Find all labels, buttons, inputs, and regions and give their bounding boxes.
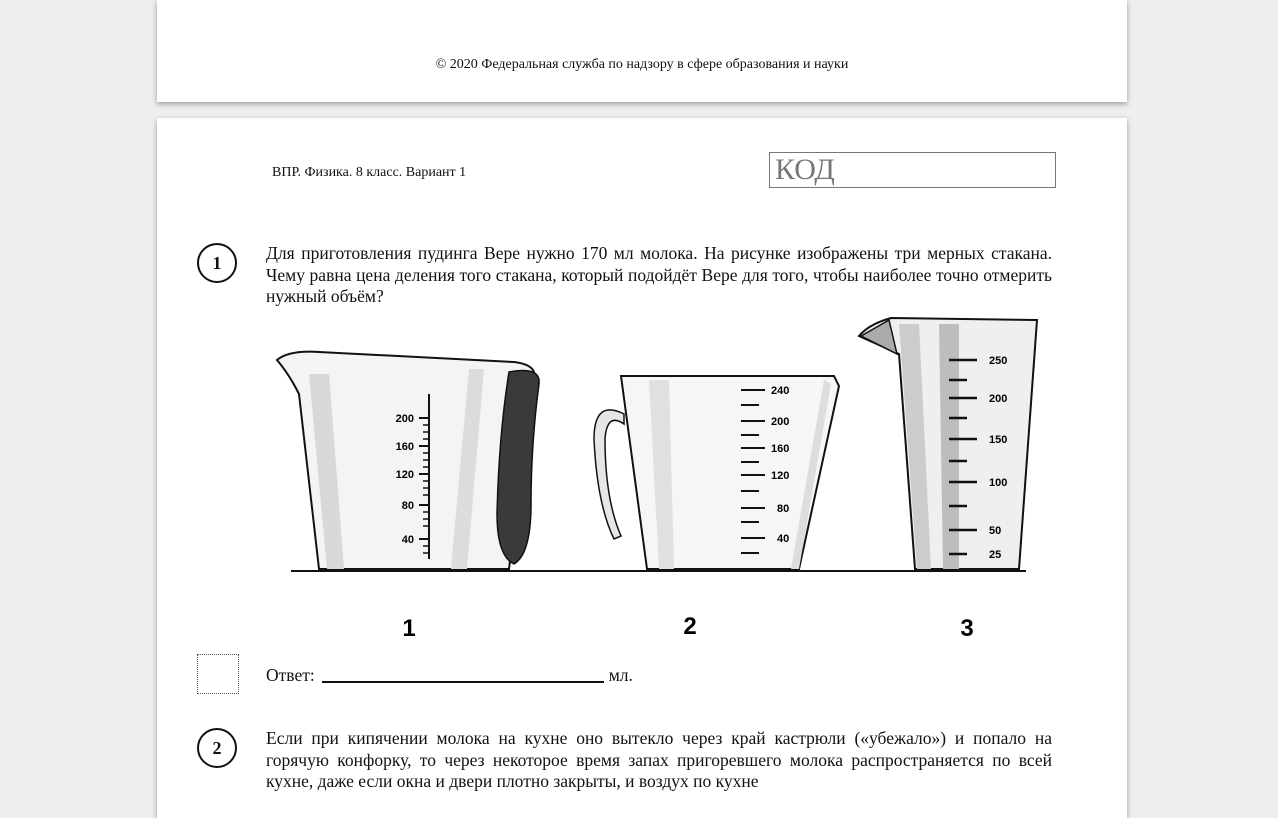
cup-1-tick-label: 200: [395, 413, 414, 425]
cup-2-tick-label: 40: [777, 533, 790, 545]
cup-2-tick-label: 240: [771, 385, 790, 397]
previous-page: [157, 0, 1127, 102]
answer-unit: мл.: [608, 665, 633, 685]
cup-2-tick-label: 160: [771, 443, 790, 455]
cup-2-tick-label: 200: [771, 416, 790, 428]
cup-2-label: 2: [683, 613, 697, 640]
code-field[interactable]: КОД: [769, 152, 1056, 188]
cup-1-tick-label: 160: [395, 441, 414, 453]
cup-3-tick-label: 25: [989, 549, 1002, 561]
current-page: [157, 118, 1127, 818]
cup-2-drawing: [594, 376, 839, 640]
question-2-text: Если при кипячении молока на кухне оно вытекло через край кастрюли («убежало») и попало на горячую конфорку, то через некоторое время запах пригоревшего молока распространяется по всей кухне, даже если окна и двери плотно закрыты, и воздух по кухне: [266, 728, 1052, 791]
copyright-text: © 2020 Федеральная служба по надзору в сфере образования и науки: [435, 57, 849, 72]
cup-2-tick-label: 80: [777, 503, 790, 515]
answer-input[interactable]: [322, 663, 604, 683]
cup-3-tick-label: 250: [989, 355, 1008, 367]
cup-3-tick-label: 100: [989, 477, 1008, 489]
cup-1-tick-label: 80: [401, 500, 414, 512]
cup-1-label: 1: [402, 615, 416, 642]
question-1-text: Для приготовления пудинга Вере нужно 170 мл молока. На рисунке изображены три мерных стакана. Чему равна цена деления того стакана, который подойдёт Вере для того, чтобы наиболее точно отмерить нужный объём?: [266, 243, 1052, 306]
score-box[interactable]: [197, 654, 239, 694]
cup-3-tick-label: 50: [989, 525, 1002, 537]
cup-1-tick-label: 40: [401, 534, 414, 546]
question-number-1: 1: [197, 243, 237, 283]
answer-label: Ответ:: [266, 665, 315, 685]
question-number-2: 2: [197, 728, 237, 768]
cup-3-tick-label: 200: [989, 393, 1008, 405]
cup-1-tick-label: 120: [395, 469, 414, 481]
page-header-title: ВПР. Физика. 8 класс. Вариант 1: [272, 165, 467, 180]
measuring-cups-figure: [269, 314, 1054, 642]
cup-3-tick-label: 150: [989, 434, 1008, 446]
answer-line: [266, 663, 633, 686]
cup-2-tick-label: 120: [771, 470, 790, 482]
cup-3-drawing: [859, 318, 1037, 642]
cup-3-label: 3: [960, 615, 974, 642]
cup-1-drawing: [277, 352, 539, 642]
